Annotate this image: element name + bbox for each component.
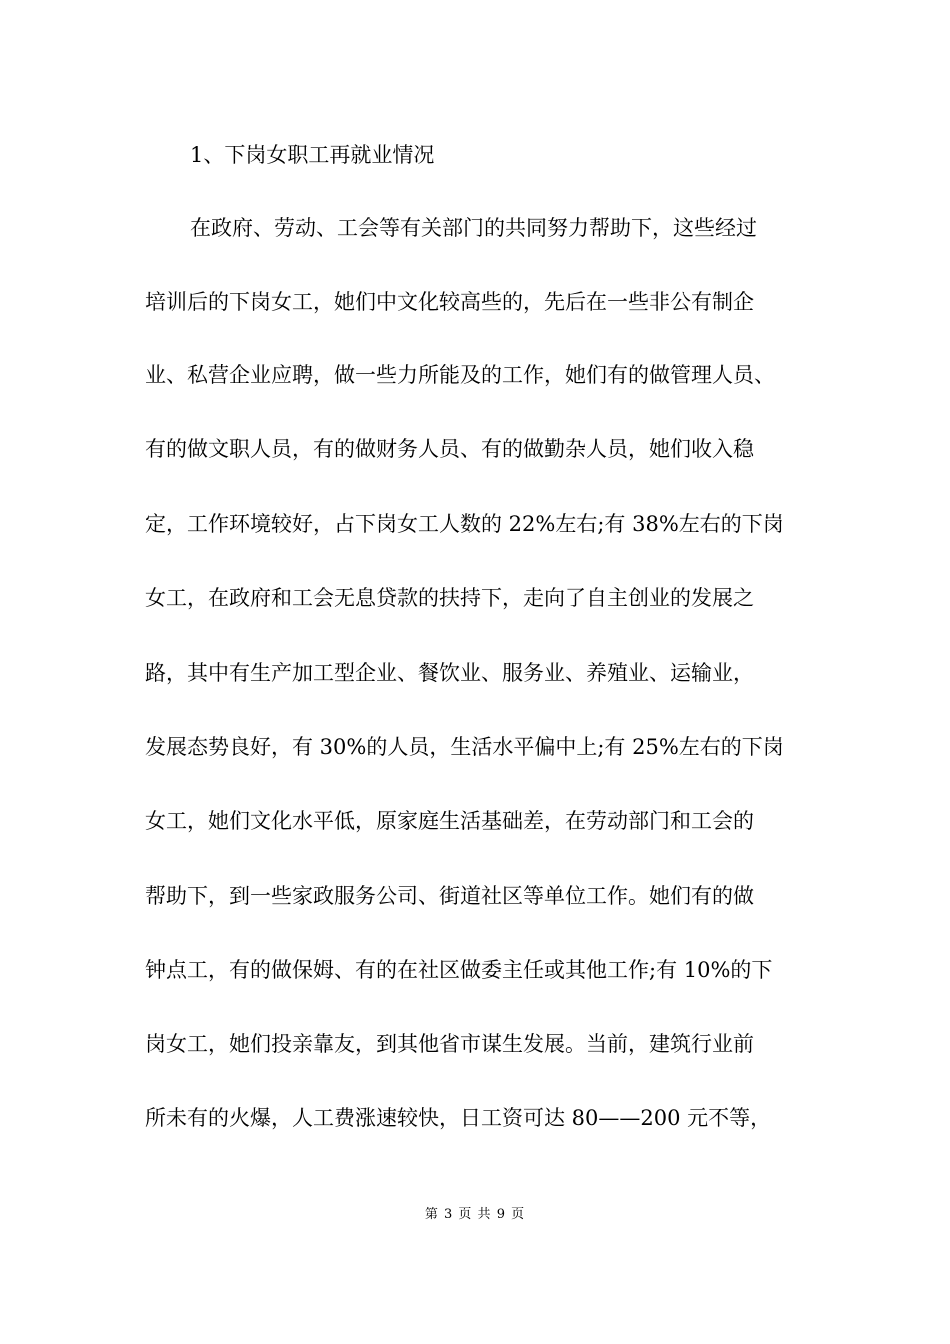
paragraph-line: 在政府、劳动、工会等有关部门的共同努力帮助下，这些经过 [190, 216, 757, 240]
paragraph-line: 有的做文职人员，有的做财务人员、有的做勤杂人员，她们收入稳 [145, 437, 754, 461]
paragraph-line: 路，其中有生产加工型企业、餐饮业、服务业、养殖业、运输业， [145, 661, 754, 685]
paragraph-line: 女工，在政府和工会无息贷款的扶持下，走向了自主创业的发展之 [145, 586, 754, 610]
paragraph-line: 帮助下，到一些家政服务公司、街道社区等单位工作。她们有的做 [145, 884, 754, 908]
paragraph-line: 钟点工，有的做保姆、有的在社区做委主任或其他工作;有 10%的下 [145, 958, 773, 982]
paragraph-line: 岗女工，她们投亲靠友，到其他省市谋生发展。当前，建筑行业前 [145, 1032, 754, 1056]
paragraph-line: 业、私营企业应聘，做一些力所能及的工作，她们有的做管理人员、 [145, 363, 775, 387]
paragraph-line: 发展态势良好，有 30%的人员，生活水平偏中上;有 25%左右的下岗 [145, 735, 784, 759]
section-heading: 1、下岗女职工再就业情况 [190, 143, 435, 167]
paragraph-line: 所未有的火爆，人工费涨速较快，日工资可达 80——200 元不等， [145, 1106, 772, 1130]
paragraph-line: 女工，她们文化水平低，原家庭生活基础差，在劳动部门和工会的 [145, 809, 754, 833]
page-number-footer: 第 3 页 共 9 页 [424, 1207, 526, 1222]
paragraph-line: 培训后的下岗女工，她们中文化较高些的，先后在一些非公有制企 [145, 290, 754, 314]
paragraph-line: 定，工作环境较好，占下岗女工人数的 22%左右;有 38%左右的下岗 [145, 512, 784, 536]
